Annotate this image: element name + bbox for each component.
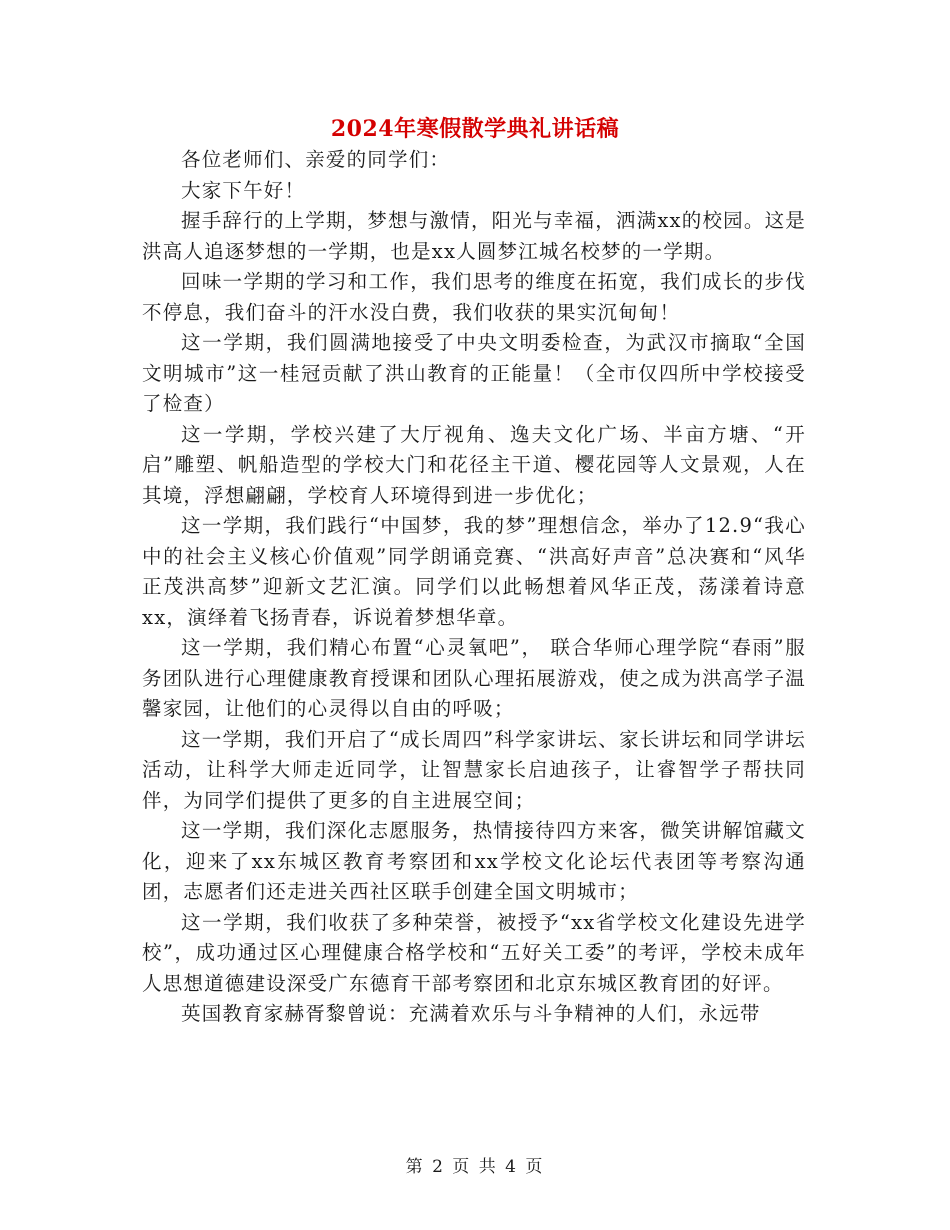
paragraph: 握手辞行的上学期，梦想与激情，阳光与幸福，洒满xx的校园。这是洪高人追逐梦想的一学期，也是xx人圆梦江城名校梦的一学期。 [142,209,806,263]
page-number-footer: 第 2 页 共 4 页 [405,1157,545,1177]
greeting: 大家下午好！ [181,178,306,202]
paragraph: 这一学期，我们圆满地接受了中央文明委检查，为武汉市摘取“全国文明城市”这一桂冠贡献了洪山教育的正能量！（全市仅四所中学校接受了检查） [142,331,806,415]
paragraph: 这一学期，学校兴建了大厅视角、逸夫文化广场、半亩方塘、“开启”雕塑、帆船造型的学校大门和花径主干道、樱花园等人文景观，人在其境，浮想翩翩，学校育人环境得到进一步优化； [142,422,806,507]
paragraph: 这一学期，我们践行“中国梦，我的梦”理想信念，举办了12.9“我心中的社会主义核心价值观”同学朗诵竞赛、“洪高好声音”总决赛和“风华正茂洪高梦”迎新文艺汇演。同学们以此畅想着风华正茂，荡漾着诗意xx，演绎着飞扬青春，诉说着梦想华章。 [142,514,806,629]
paragraph: 回味一学期的学习和工作，我们思考的维度在拓宽，我们成长的步伐不停息，我们奋斗的汗水没白费，我们收获的果实沉甸甸！ [142,270,806,324]
paragraph: 这一学期，我们开启了“成长周四”科学家讲坛、家长讲坛和同学讲坛活动，让科学大师走近同学，让智慧家长启迪孩子，让睿智学子帮扶同伴，为同学们提供了更多的自主进展空间； [142,727,806,812]
salutation: 各位老师们、亲爱的同学们： [181,148,451,171]
paragraph: 这一学期，我们精心布置“心灵氧吧”， 联合华师心理学院“春雨”服务团队进行心理健康教育授课和团队心理拓展游戏，使之成为洪高学子温馨家园，让他们的心灵得以自由的呼吸； [142,636,806,720]
paragraph: 这一学期，我们深化志愿服务，热情接待四方来客，微笑讲解馆藏文化，迎来了xx东城区教育考察团和xx学校文化论坛代表团等考察沟通团，志愿者们还走进关西社区联手创建全国文明城市； [142,819,806,903]
document-title: 2024年寒假散学典礼讲话稿 [330,116,620,142]
paragraph: 英国教育家赫胥黎曾说：充满着欢乐与斗争精神的人们，永远带 [181,1002,761,1025]
document-body [142,145,806,1030]
paragraph: 这一学期，我们收获了多种荣誉，被授予“xx省学校文化建设先进学校”，成功通过区心理健康合格学校和“五好关工委”的考评，学校未成年人思想道德建设深受广东德育干部考察团和北京东城区教育团的好评。 [142,910,806,995]
